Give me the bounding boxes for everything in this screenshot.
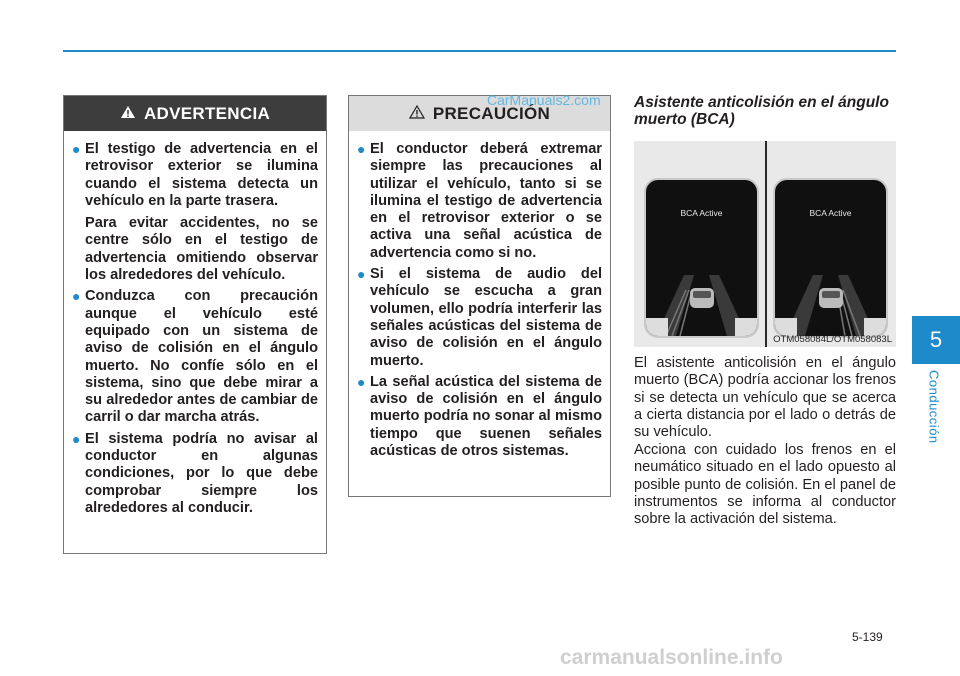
warning-triangle-icon bbox=[120, 104, 136, 124]
watermark-top: CarManuals2.com bbox=[487, 92, 601, 108]
chapter-tab: 5 bbox=[912, 316, 960, 364]
mirror-label: BCA Active bbox=[809, 208, 852, 218]
body-paragraph: Acciona con cuidado los frenos en el neumático situado en el lado opuesto al posible punto de colisión. En el panel de instrumentos se informa al conductor sobre la activación del sistema. bbox=[634, 442, 896, 528]
caution-item: ● La señal acústica del sistema de aviso de colisión en el ángulo muerto podría no sonar al mismo tiempo que suenen señales acústicas de otros sistemas. bbox=[357, 373, 602, 460]
bullet-icon: ● bbox=[72, 430, 81, 447]
bullet-icon: ● bbox=[357, 373, 366, 390]
warning-item: ● El sistema podría no avisar al conductor en algunas condiciones, por lo que debe comprobar siempre los alrededores al conducir. bbox=[72, 430, 318, 516]
warning-header bbox=[64, 96, 326, 131]
watermark-bottom: carmanualsonline.info bbox=[560, 646, 783, 669]
road-car-icon bbox=[775, 180, 886, 336]
caution-triangle-icon bbox=[409, 104, 425, 124]
bullet-icon: ● bbox=[357, 266, 366, 283]
bullet-icon: ● bbox=[72, 288, 81, 305]
chapter-label: Conducción bbox=[926, 370, 942, 444]
warning-item: ● Conduzca con precaución aunque el vehículo esté equipado con un sistema de aviso de colisión en el ángulo muerto. No confíe sólo en el sistema, sino que debe mirar a su alrededor antes de cambiar de carril o dar marcha atrás. bbox=[72, 288, 318, 426]
mirror-display-left bbox=[644, 178, 759, 338]
caution-box bbox=[348, 95, 611, 497]
road-car-icon bbox=[646, 180, 757, 336]
warning-box bbox=[63, 95, 327, 554]
mirror-label: BCA Active bbox=[680, 208, 723, 218]
caution-item: ● El conductor deberá extremar siempre las precauciones al utilizar el vehículo, tanto si se ilumina el testigo de advertencia en el retrovisor exterior o se activa una señal acústica de advertencia como si no. bbox=[357, 141, 602, 261]
header-rule bbox=[63, 50, 896, 52]
caution-item: ● Si el sistema de audio del vehículo se escucha a gran volumen, ello podría interferir las señales acústicas del sistema de aviso de colisión en el ángulo muerto. bbox=[357, 266, 602, 369]
warning-title: ADVERTENCIA bbox=[143, 103, 271, 123]
page-number: 5-139 bbox=[852, 630, 883, 644]
caution-title: PRECAUCIÓN bbox=[432, 103, 551, 123]
bca-figure bbox=[634, 141, 896, 347]
warning-item: ● El testigo de advertencia en el retrovisor exterior se ilumina cuando el sistema detecta un vehículo en la parte trasera. bbox=[72, 141, 318, 209]
bullet-icon: ● bbox=[357, 141, 366, 157]
figure-caption: OTM058084L/OTM058083L bbox=[773, 334, 892, 345]
body-paragraph: El asistente anticolisión en el ángulo muerto (BCA) podría accionar los frenos si se detecta un vehículo que se acerca a cierta distancia por el lado o detrás de su vehículo. bbox=[634, 355, 896, 441]
mirror-display-right bbox=[773, 178, 888, 338]
section-title: Asistente anticolisión en el ángulo muerto (BCA) bbox=[634, 94, 889, 128]
figure-divider bbox=[765, 141, 767, 347]
bullet-icon: ● bbox=[72, 141, 81, 157]
warning-item-paragraph: Para evitar accidentes, no se centre sólo en el testigo de advertencia omitiendo observar los alrededores del vehículo. bbox=[85, 215, 318, 284]
